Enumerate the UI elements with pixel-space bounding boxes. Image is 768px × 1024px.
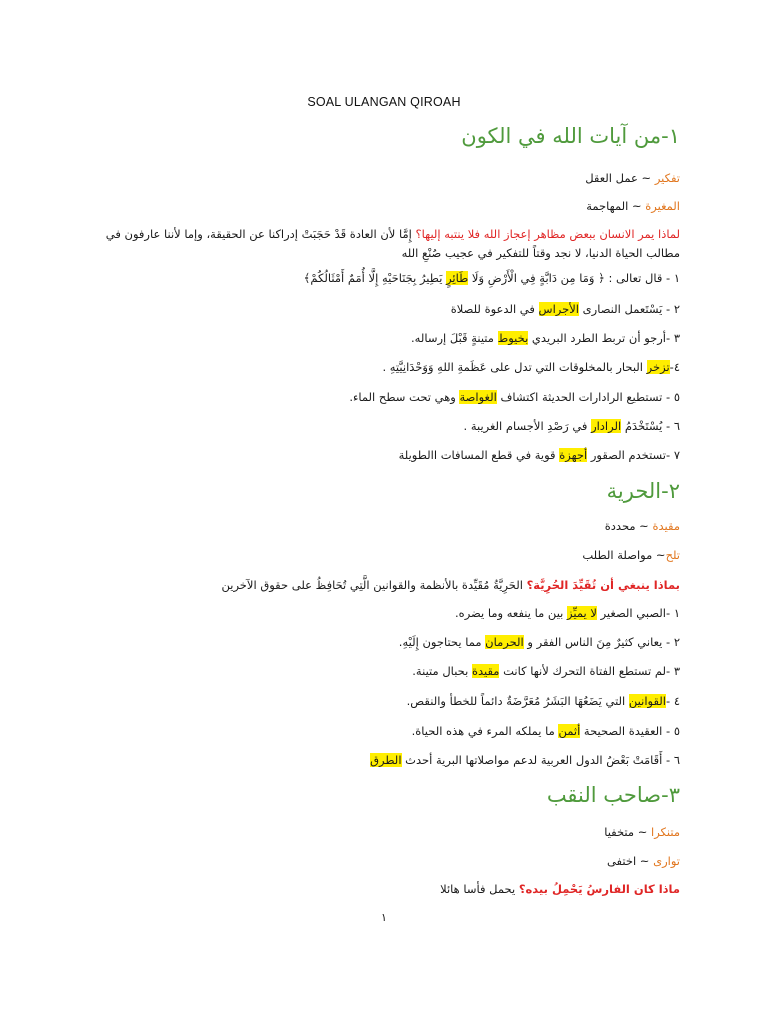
sentence-post: في رَصْدِ الأجسام الغريبة .: [463, 419, 592, 433]
sentence-item: [349, 390, 680, 404]
vocab-meaning: ~ محددة: [604, 519, 653, 533]
sentence-item: [399, 635, 680, 649]
sentence-post: يَطِيرُ بِجَنَاحَيْهِ إِلَّا أُمَمٌ أَمْثَالُكُمْ﴾: [303, 271, 447, 285]
sentence-post: بحبال متينة.: [412, 664, 472, 678]
sentence-item: [304, 271, 680, 285]
sentence-item: [464, 419, 680, 433]
sentence-pre: ٣ -أرجو أن تربط الطرد البريدي: [528, 331, 680, 345]
section-1-heading: ١-من آيات الله في الكون: [461, 124, 680, 148]
sentence-item: [407, 694, 680, 708]
vocab-line: [607, 854, 680, 868]
highlighted-word: أثمن: [558, 724, 581, 738]
vocab-meaning: ~ المهاجمة: [586, 199, 646, 213]
vocab-line: [586, 199, 680, 213]
vocab-meaning: ~ اختفى: [606, 854, 654, 868]
page-number: ١: [381, 911, 387, 924]
vocab-line: [585, 171, 680, 185]
highlighted-word: الرادار: [591, 419, 622, 433]
highlighted-word: الغواصة: [459, 390, 497, 404]
highlighted-word: الطرق: [370, 753, 402, 767]
question-text: بماذا ينبغي أن تُقَيِّدَ الحُرِيَّة؟: [526, 578, 680, 592]
section-3-heading: ٣-صاحب النقب: [546, 783, 680, 807]
sentence-item: [411, 331, 680, 345]
vocab-word: متنكرا: [651, 825, 680, 839]
sentence-pre: ٢ - يعاني كثيرٌ مِنَ الناس الفقر و: [523, 635, 680, 649]
sentence-pre: ٦ - أَقَامَتْ بَعْضُ الدول العربية لدعم مواصلاتها البرية أحدث: [401, 753, 680, 767]
vocab-meaning: ~ مواصلة الطلب: [582, 548, 666, 562]
vocab-word: توارى: [653, 854, 680, 868]
sentence-post: في الدعوة للصلاة: [450, 302, 539, 316]
document-title: SOAL ULANGAN QIROAH: [307, 95, 461, 109]
question-text: لماذا يمر الانسان ببعض مظاهر إعجاز الله فلا ينتبه إليها؟: [415, 227, 680, 241]
sentence-item: [451, 302, 680, 316]
vocab-word: المغيرة: [645, 199, 680, 213]
sentence-pre: ١ -الصبي الصغير: [596, 606, 680, 620]
vocab-line: [605, 519, 680, 533]
answer-text: الحَرِيَّةُ مُقَيِّدة بالأنظمة والقوانين الَّتِي تُحَافِظُ على حقوق الآخرين: [221, 578, 527, 592]
sentence-pre: ٤-: [669, 360, 680, 374]
sentence-post: وهي تحت سطح الماء.: [349, 390, 460, 404]
section-2-heading: ٢-الحرية: [606, 479, 680, 503]
sentence-post: قوية في قطع المسافات االطويلة: [398, 448, 560, 462]
sentence-post: البحار بالمخلوقات التي تدل على عَظَمةِ اللهِ وَوَحْدَانِيَّتِهِ .: [382, 360, 647, 374]
sentence-post: التي يَضَعُهَا البَشَرُ مُعَرَّضَةٌ دائماً للخطأ والنقص.: [406, 694, 629, 708]
highlighted-word: مقيدة: [471, 664, 500, 678]
vocab-meaning: ~ عمل العقل: [585, 171, 655, 185]
sentence-item: [382, 360, 680, 374]
vocab-meaning: ~ متخفيا: [604, 825, 651, 839]
sentence-pre: ٤ -: [666, 694, 680, 708]
sentence-post: بين ما ينفعه وما يضره.: [455, 606, 568, 620]
vocab-word: تلح: [665, 548, 680, 562]
sentence-pre: ١ - قال تعالى : ﴿ وَمَا مِن دَابَّةٍ فِي الْأَرْضِ وَلَا: [468, 271, 680, 285]
highlighted-word: تزخر: [646, 360, 670, 374]
sentence-pre: ٦ - يُسْتَخْدَمُ: [621, 419, 680, 433]
question-text: ماذا كان الفارسُ يَحْمِلُ بيده؟: [518, 882, 680, 896]
sentence-item: [370, 753, 680, 767]
sentence-item: [412, 664, 680, 678]
question-paragraph: [222, 578, 681, 592]
highlighted-word: القوانين: [628, 694, 666, 708]
sentence-pre: ٥ - العقيدة الصحيحة: [580, 724, 680, 738]
question-paragraph: [440, 882, 680, 896]
vocab-word: مقيدة: [652, 519, 680, 533]
sentence-pre: ٣ -لم تستطع الفتاة التحرك لأنها كانت: [499, 664, 680, 678]
highlighted-word: طَائِرٍ: [446, 271, 469, 285]
answer-text: إِمَّا لأن العادة قَدْ حَجَبَتْ إدراكنا عن الحقيقة، وإما لأننا عارفون في مطالب الحياة الدنيا، لا نجد وقتاً للتفكير في عجيب صُنْعِ الله: [105, 227, 680, 260]
vocab-line: [582, 548, 680, 562]
sentence-post: ما يملكه المرء في هذه الحياة.: [411, 724, 559, 738]
sentence-pre: ٥ - تستطيع الرادارات الحديثة اكتشاف: [496, 390, 680, 404]
sentence-pre: ٢ - يَسْتَعمل النصارى: [579, 302, 680, 316]
sentence-post: مما يحتاجون إِلَيْهِ.: [398, 635, 486, 649]
highlighted-word: الأجراس: [538, 302, 579, 316]
highlighted-word: بخيوط: [497, 331, 529, 345]
vocab-word: تفكير: [654, 171, 680, 185]
question-paragraph: [72, 225, 680, 263]
highlighted-word: لا يميِّز: [567, 606, 597, 620]
vocab-line: [604, 825, 680, 839]
highlighted-word: أجهزة: [559, 448, 588, 462]
sentence-pre: ٧ -تستخدم الصقور: [587, 448, 680, 462]
sentence-item: [455, 606, 680, 620]
sentence-item: [412, 724, 680, 738]
sentence-post: متينةٍ قَبْلَ إرساله.: [411, 331, 498, 345]
highlighted-word: الحرمان: [485, 635, 524, 649]
sentence-item: [399, 448, 680, 462]
answer-text: يحمل فأسا هائلا: [440, 882, 519, 896]
